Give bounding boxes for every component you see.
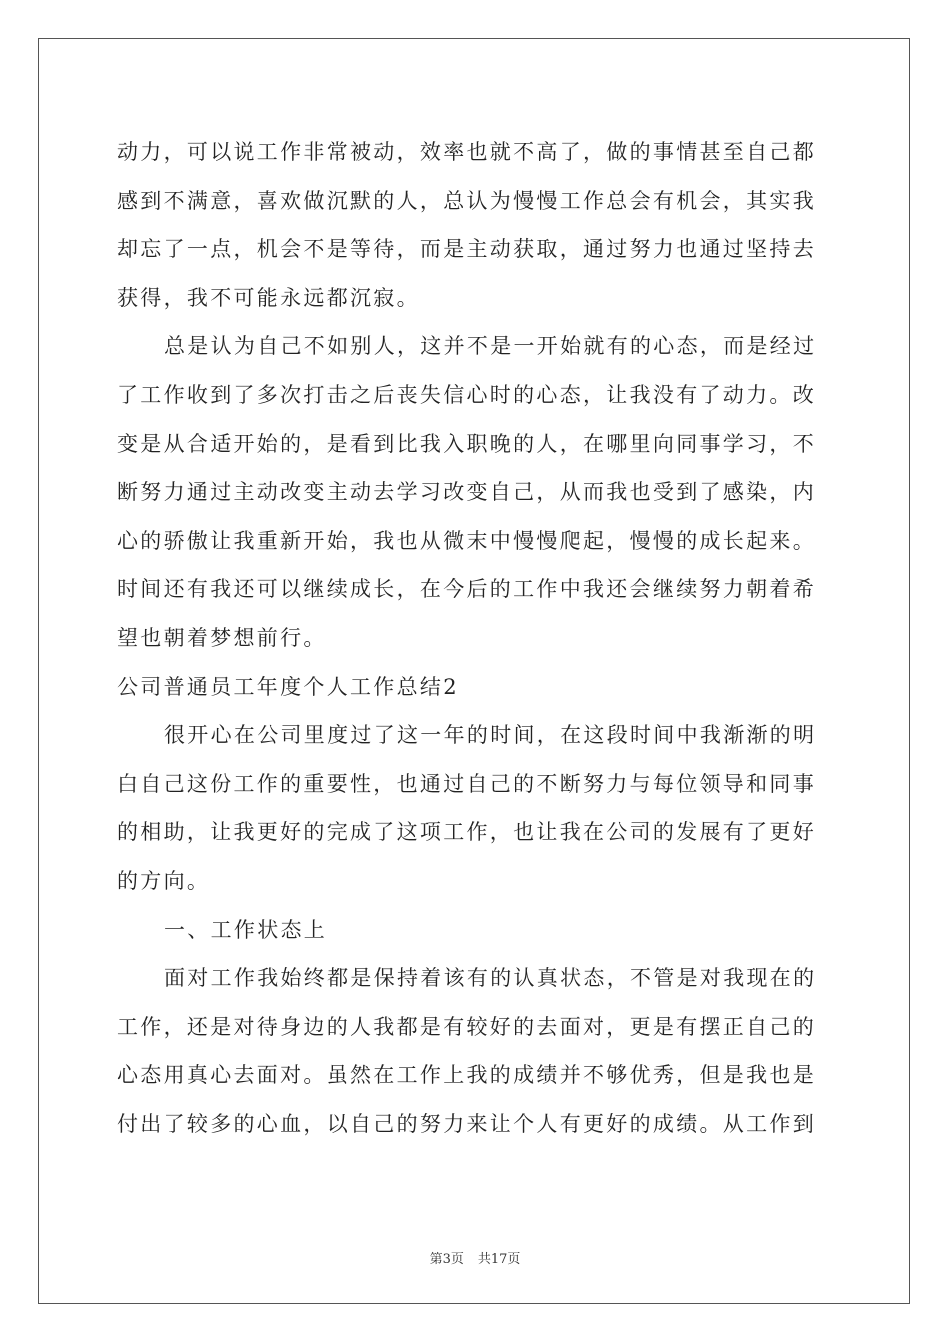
text-line: 工作，还是对待身边的人我都是有较好的去面对，更是有摆正自己的 bbox=[117, 1014, 816, 1039]
text-line: 望也朝着梦想前行。 bbox=[117, 625, 327, 650]
text-line: 心的骄傲让我重新开始，我也从微末中慢慢爬起，慢慢的成长起来。 bbox=[117, 528, 816, 553]
text-line: 总是认为自己不如别人，这并不是一开始就有的心态，而是经过 bbox=[164, 334, 817, 359]
text-line: 却忘了一点，机会不是等待，而是主动获取，通过努力也通过坚持去 bbox=[117, 237, 816, 262]
text-line: 很开心在公司里度过了这一年的时间，在这段时间中我渐渐的明 bbox=[164, 723, 817, 748]
total-pages: 共17页 bbox=[477, 1252, 521, 1267]
text-line: 面对工作我始终都是保持着该有的认真状态，不管是对我现在的 bbox=[164, 966, 817, 991]
page-footer bbox=[0, 1248, 950, 1267]
text-line: 动力，可以说工作非常被动，效率也就不高了，做的事情甚至自己都 bbox=[117, 140, 816, 164]
text-line: 变是从合适开始的，是看到比我入职晚的人，在哪里向同事学习，不 bbox=[117, 431, 816, 456]
text-line: 心态用真心去面对。虽然在工作上我的成绩并不够优秀，但是我也是 bbox=[117, 1063, 816, 1088]
text-line: 时间还有我还可以继续成长，在今后的工作中我还会继续努力朝着希 bbox=[117, 577, 816, 602]
text-line: 感到不满意，喜欢做沉默的人，总认为慢慢工作总会有机会，其实我 bbox=[117, 188, 816, 213]
subsection-heading: 一、工作状态上 bbox=[164, 917, 328, 942]
text-line: 的相助，让我更好的完成了这项工作，也让我在公司的发展有了更好 bbox=[117, 820, 816, 845]
text-line: 断努力通过主动改变主动去学习改变自己，从而我也受到了感染，内 bbox=[117, 480, 816, 505]
page-number: 第3页 bbox=[429, 1252, 464, 1267]
text-line: 白自己这份工作的重要性，也通过自己的不断努力与每位领导和同事 bbox=[117, 771, 816, 796]
text-line: 获得，我不可能永远都沉寂。 bbox=[117, 285, 420, 310]
document-body bbox=[117, 128, 837, 1148]
text-line: 付出了较多的心血，以自己的努力来让个人有更好的成绩。从工作到 bbox=[117, 1111, 816, 1136]
section-heading: 公司普通员工年度个人工作总结2 bbox=[117, 674, 459, 699]
text-line: 的方向。 bbox=[117, 868, 211, 893]
text-line: 了工作收到了多次打击之后丧失信心时的心态，让我没有了动力。改 bbox=[117, 382, 816, 407]
